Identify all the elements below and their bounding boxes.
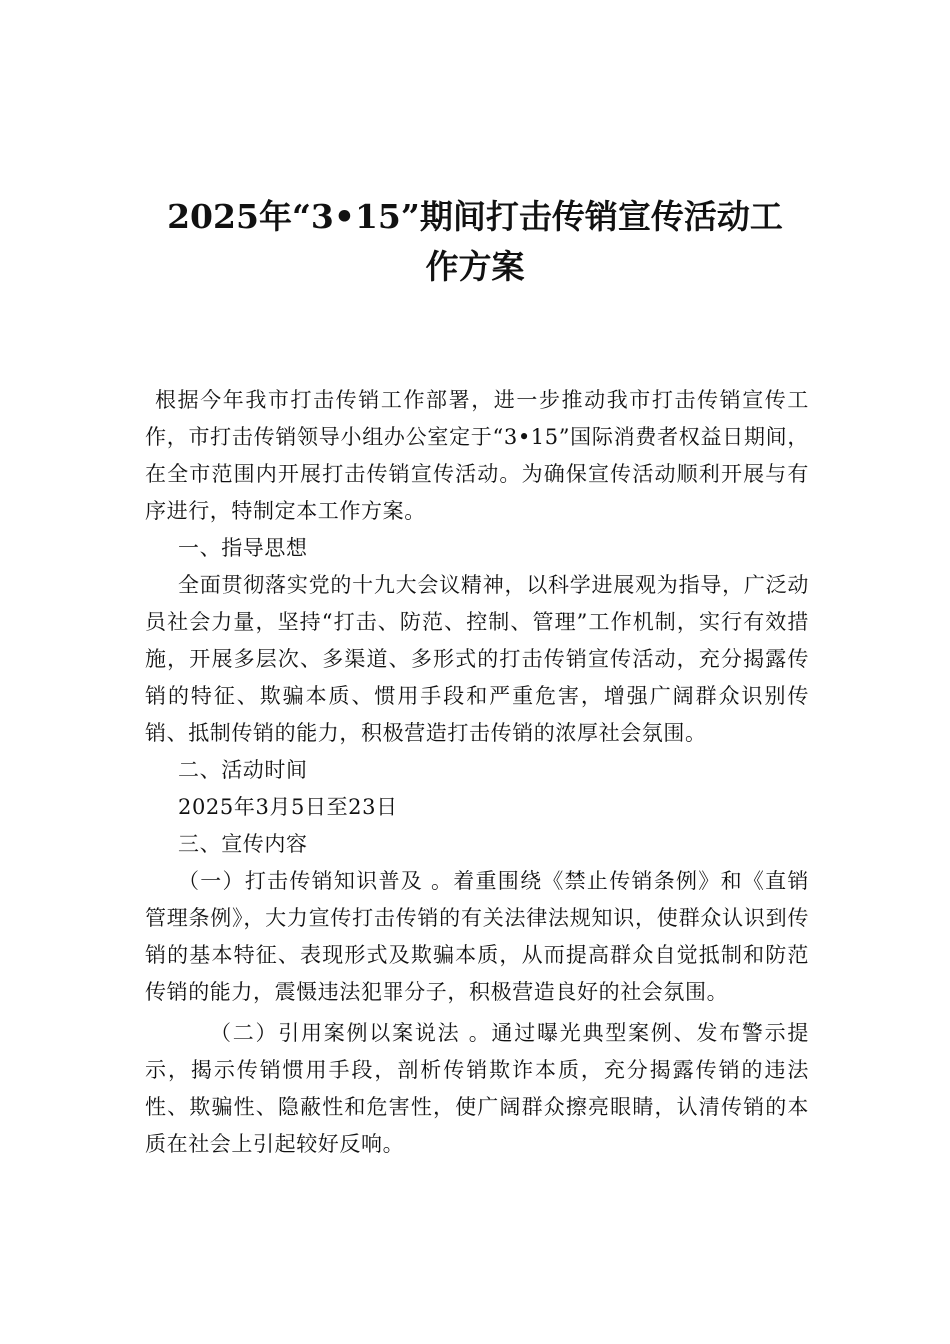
title-line-2: 作方案 xyxy=(425,247,525,286)
section-heading-activity-time: 二、活动时间 xyxy=(178,758,308,782)
document-body xyxy=(145,382,809,1163)
section-heading-publicity-content: 三、宣传内容 xyxy=(178,832,308,856)
document-title xyxy=(130,192,820,292)
intro-paragraph: 根据今年我市打击传销工作部署，进一步推动我市打击传销宣传工作，市打击传销领导小组办公室定于“3•15”国际消费者权益日期间，在全市范围内开展打击传销宣传活动。为确保宣传活动顺利开展与有序进行，特制定本工作方案。 xyxy=(145,388,809,523)
section-body-activity-time: 2025年3月5日至23日 xyxy=(178,795,398,819)
content-item-2: （二）引用案例以案说法 。通过曝光典型案例、发布警示提示，揭示传销惯用手段，剖析传销欺诈本质，充分揭露传销的违法性、欺骗性、隐蔽性和危害性，使广阔群众擦亮眼睛，认清传销的本质在社会上引起较好反响。 xyxy=(145,1021,809,1156)
content-item-1: （一）打击传销知识普及 。着重围绕《禁止传销条例》和《直销管理条例》，大力宣传打击传销的有关法律法规知识，使群众认识到传销的基本特征、表现形式及欺骗本质，从而提高群众自觉抵制和防范传销的能力，震慑违法犯罪分子，积极营造良好的社会氛围。 xyxy=(145,869,809,1004)
section-body-guiding-ideology: 全面贯彻落实党的十九大会议精神，以科学进展观为指导，广泛动员社会力量，坚持“打击、防范、控制、管理”工作机制，实行有效措施，开展多层次、多渠道、多形式的打击传销宣传活动，充分揭露传销的特征、欺骗本质、惯用手段和严重危害，增强广阔群众识别传销、抵制传销的能力，积极营造打击传销的浓厚社会氛围。 xyxy=(145,573,809,745)
title-line-1: 2025年“3•15”期间打击传销宣传活动工 xyxy=(167,197,783,236)
section-heading-guiding-ideology: 一、指导思想 xyxy=(178,536,308,560)
